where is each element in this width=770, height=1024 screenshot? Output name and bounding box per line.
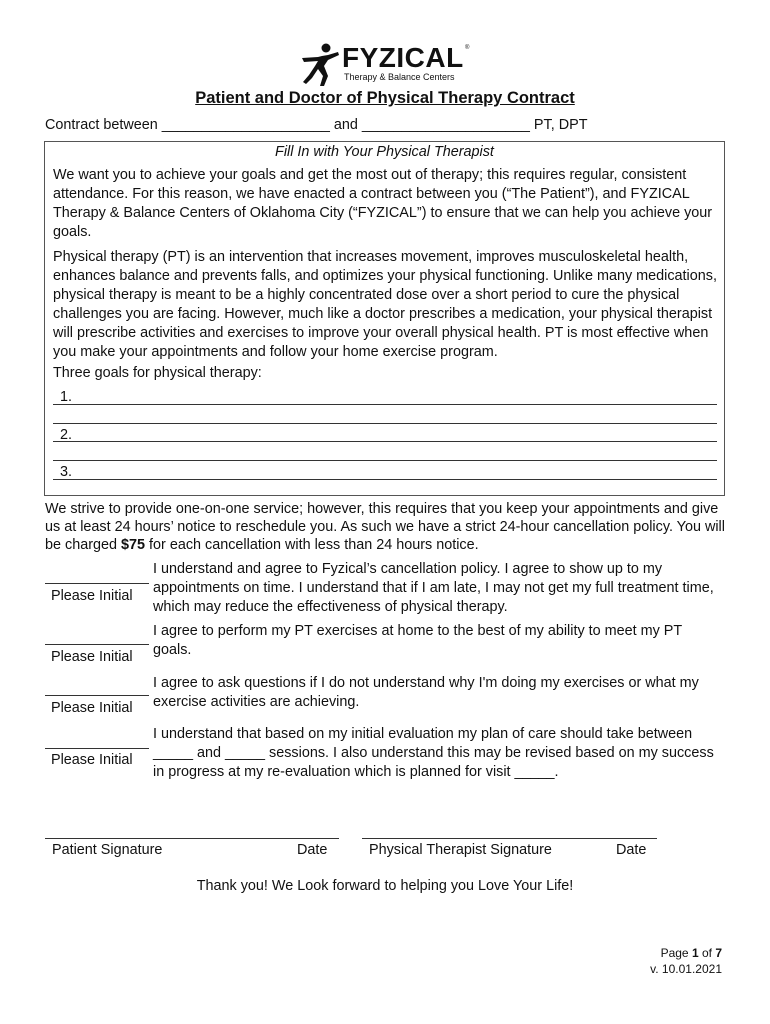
goal-line-1b[interactable] [53,423,717,424]
goals-heading: Three goals for physical therapy: [53,365,262,381]
fill-in-label: Fill In with Your Physical Therapist [275,144,494,160]
contract-between-line[interactable]: Contract between _____________________ and _____________________ PT, DPT [45,117,588,133]
initial-field-4[interactable] [45,748,149,749]
pt-description-paragraph: Physical therapy (PT) is an intervention that increases movement, improves musculoskeletal health, enhances balance and prevents falls, and optimizes your physical functioning. Unlike many medications, physical therapy is meant to be a highly concentrated dose over a short period to cure the physical challenges you are facing. However, much like a doctor prescribes a medication, your physical therapist will prescribe activities and exercises to improve your overall physical health. PT is most effective when you make your appointments and follow your home exercise program. [53,249,717,360]
initial-field-3[interactable] [45,695,149,696]
policy-text-before: We strive to provide one-on-one service; however, this requires that you keep your appointments and give us at least 24 hours’ notice to reschedule you. As such we have a strict 24-hour cancellation policy. You will be charged [45,501,725,553]
initial-label-1: Please Initial [51,588,133,604]
fyzical-logo [298,42,478,88]
goal-number-1: 1. [60,389,73,405]
goal-number-2: 2. [60,427,73,443]
patient-signature-line[interactable] [45,838,339,839]
registered-mark: ® [465,45,470,51]
initial-label-4: Please Initial [51,752,133,768]
agreement-text-2: I agree to perform my PT exercises at home to the best of my ability to meet my PT goals. [153,623,682,658]
goal-number-3: 3. [60,464,73,480]
cancellation-fee: $75 [121,537,146,553]
patient-date-label: Date [297,842,328,858]
closing-message: Thank you! We Look forward to helping you Love Your Life! [196,878,574,894]
policy-text-after: for each cancellation with less than 24 hours notice. [145,537,479,553]
document-title: Patient and Doctor of Physical Therapy Contract [195,89,575,107]
therapist-signature-label: Physical Therapist Signature [369,842,552,858]
agreement-text-3: I agree to ask questions if I do not understand why I'm doing my exercises or what my exercise activities are achieving. [153,675,699,710]
agreement-text-1: I understand and agree to Fyzical’s cancellation policy. I agree to show up to my appointments on time. I understand that if I am late, I may not get my full treatment time, which may reduce the effectiveness of physical therapy. [153,561,714,615]
agreement-text-4: I understand that based on my initial evaluation my plan of care should take between _____ and _____ sessions. I also understand this may be revised based on my success in progress at my re-evaluation which is planned for visit _____. [153,726,714,780]
intro-paragraph: We want you to achieve your goals and get the most out of therapy; this requires regular, consistent attendance. For this reason, we have enacted a contract between you (“The Patient”), and FYZICAL Therapy & Balance Centers of Oklahoma City (“FYZICAL”) to ensure that we can help you achieve your goals. [53,167,713,240]
page-footer [650,945,722,977]
goal-line-2b[interactable] [53,460,717,461]
goal-line-1[interactable] [53,404,717,405]
stick-figure-icon [298,42,342,88]
cancellation-policy-text [45,500,725,554]
page-number: Page 1 of 7 [660,946,722,960]
brand-tagline: Therapy & Balance Centers [344,72,455,82]
goal-line-2[interactable] [53,441,717,442]
patient-signature-label: Patient Signature [52,842,163,858]
goal-line-3[interactable] [53,479,717,480]
initial-label-3: Please Initial [51,700,133,716]
version-label: v. 10.01.2021 [650,962,722,976]
therapist-signature-line[interactable] [362,838,657,839]
initial-field-1[interactable] [45,583,149,584]
therapist-date-label: Date [616,842,647,858]
brand-name: FYZICAL [342,42,464,73]
initial-field-2[interactable] [45,644,149,645]
initial-label-2: Please Initial [51,649,133,665]
